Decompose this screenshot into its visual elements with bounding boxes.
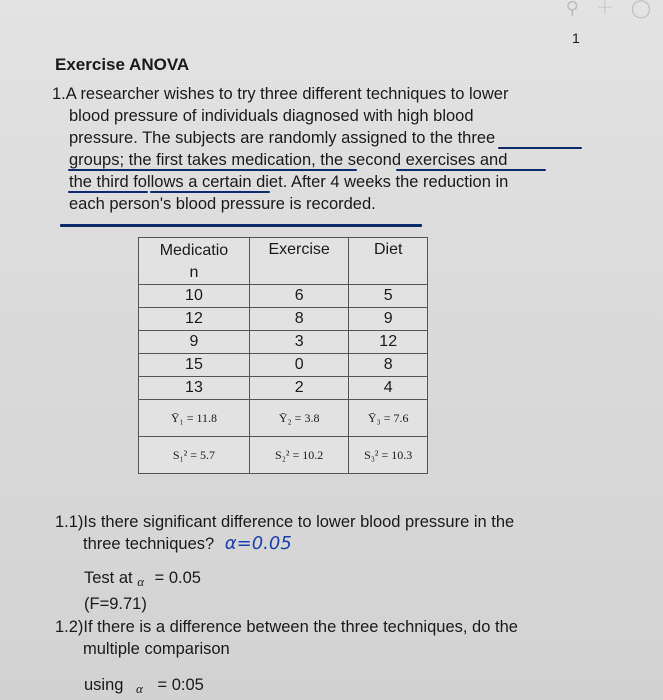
mean-cell: Ȳ₂ = 3.8 xyxy=(249,400,349,437)
question-1-text: three techniques? xyxy=(83,535,215,553)
top-toolbar xyxy=(0,0,663,18)
question-2-line2: multiple comparison xyxy=(83,640,230,658)
problem-line: each person's blood pressure is recorded. xyxy=(69,195,376,213)
pen-underline xyxy=(68,191,148,193)
col-header-exercise: Exercise xyxy=(249,238,349,285)
table-cell: 9 xyxy=(139,331,250,354)
table-cell: 4 xyxy=(349,377,428,400)
question-2-line: 1.2)If there is a difference between the three techniques, do the xyxy=(55,618,518,636)
mean-cell: Ȳ₁ = 11.8 xyxy=(139,400,250,437)
question-1-line: 1.1)Is there significant difference to lower blood pressure in the xyxy=(55,513,515,531)
page-number: 1 xyxy=(572,30,580,46)
pen-underline xyxy=(498,147,582,149)
problem-line: groups; the first takes medication, the second exercises and xyxy=(69,151,508,169)
problem-line: the third follows a certain diet. After 4 weeks the reduction in xyxy=(69,173,509,191)
table-cell: 15 xyxy=(139,354,250,377)
pen-underline xyxy=(60,224,422,227)
mean-cell: Ȳ₃ = 7.6 xyxy=(349,400,428,437)
pen-underline xyxy=(172,169,357,171)
table-cell: 0 xyxy=(249,354,349,377)
table-cell: 12 xyxy=(349,331,428,354)
table-row xyxy=(139,354,428,377)
toolbar-icons[interactable]: ⚲ ＋ ◯ xyxy=(565,0,657,18)
test-at-label: Test at xyxy=(84,569,133,587)
variance-cell: S₁² = 5.7 xyxy=(139,437,250,474)
table-cell: 5 xyxy=(349,285,428,308)
using-line xyxy=(84,674,204,700)
question-2 xyxy=(55,616,518,660)
f-value: (F=9.71) xyxy=(84,595,147,613)
variance-cell: S₂² = 10.2 xyxy=(249,437,349,474)
variance-cell: S₃² = 10.3 xyxy=(349,437,428,474)
table-cell: 10 xyxy=(139,285,250,308)
table-cell: 2 xyxy=(249,377,349,400)
alpha-value: = 0.05 xyxy=(154,569,201,587)
question-1-line2 xyxy=(55,533,514,555)
alpha-symbol: α xyxy=(136,681,143,696)
handwritten-alpha-note: α=0.05 xyxy=(224,533,292,554)
alpha-value: = 0:05 xyxy=(157,676,204,694)
test-at-line xyxy=(84,567,201,593)
variances-row xyxy=(139,437,428,474)
table-row xyxy=(139,308,428,331)
table-cell: 3 xyxy=(249,331,349,354)
problem-statement xyxy=(52,83,592,215)
table-cell: 8 xyxy=(349,354,428,377)
col-header-diet: Diet xyxy=(349,238,428,285)
means-row xyxy=(139,400,428,437)
table-cell: 6 xyxy=(249,285,349,308)
exercise-title: Exercise ANOVA xyxy=(55,55,190,74)
table-row xyxy=(139,377,428,400)
question-1 xyxy=(55,511,514,555)
pen-underline xyxy=(150,191,270,193)
table-cell: 8 xyxy=(249,308,349,331)
pen-underline xyxy=(396,169,546,171)
problem-line: pressure. The subjects are randomly assigned to the three xyxy=(69,129,496,147)
table-cell: 9 xyxy=(349,308,428,331)
problem-line: blood pressure of individuals diagnosed with high blood xyxy=(69,107,474,125)
table-cell: 12 xyxy=(139,308,250,331)
table-row xyxy=(139,285,428,308)
col-header-medication: Medicatio n xyxy=(139,238,250,285)
table-cell: 13 xyxy=(139,377,250,400)
table-row xyxy=(139,331,428,354)
using-label: using xyxy=(84,676,124,694)
data-table xyxy=(138,237,428,474)
problem-line: 1.A researcher wishes to try three different techniques to lower xyxy=(52,85,509,103)
pen-underline xyxy=(68,169,178,171)
alpha-symbol: α xyxy=(137,574,145,589)
